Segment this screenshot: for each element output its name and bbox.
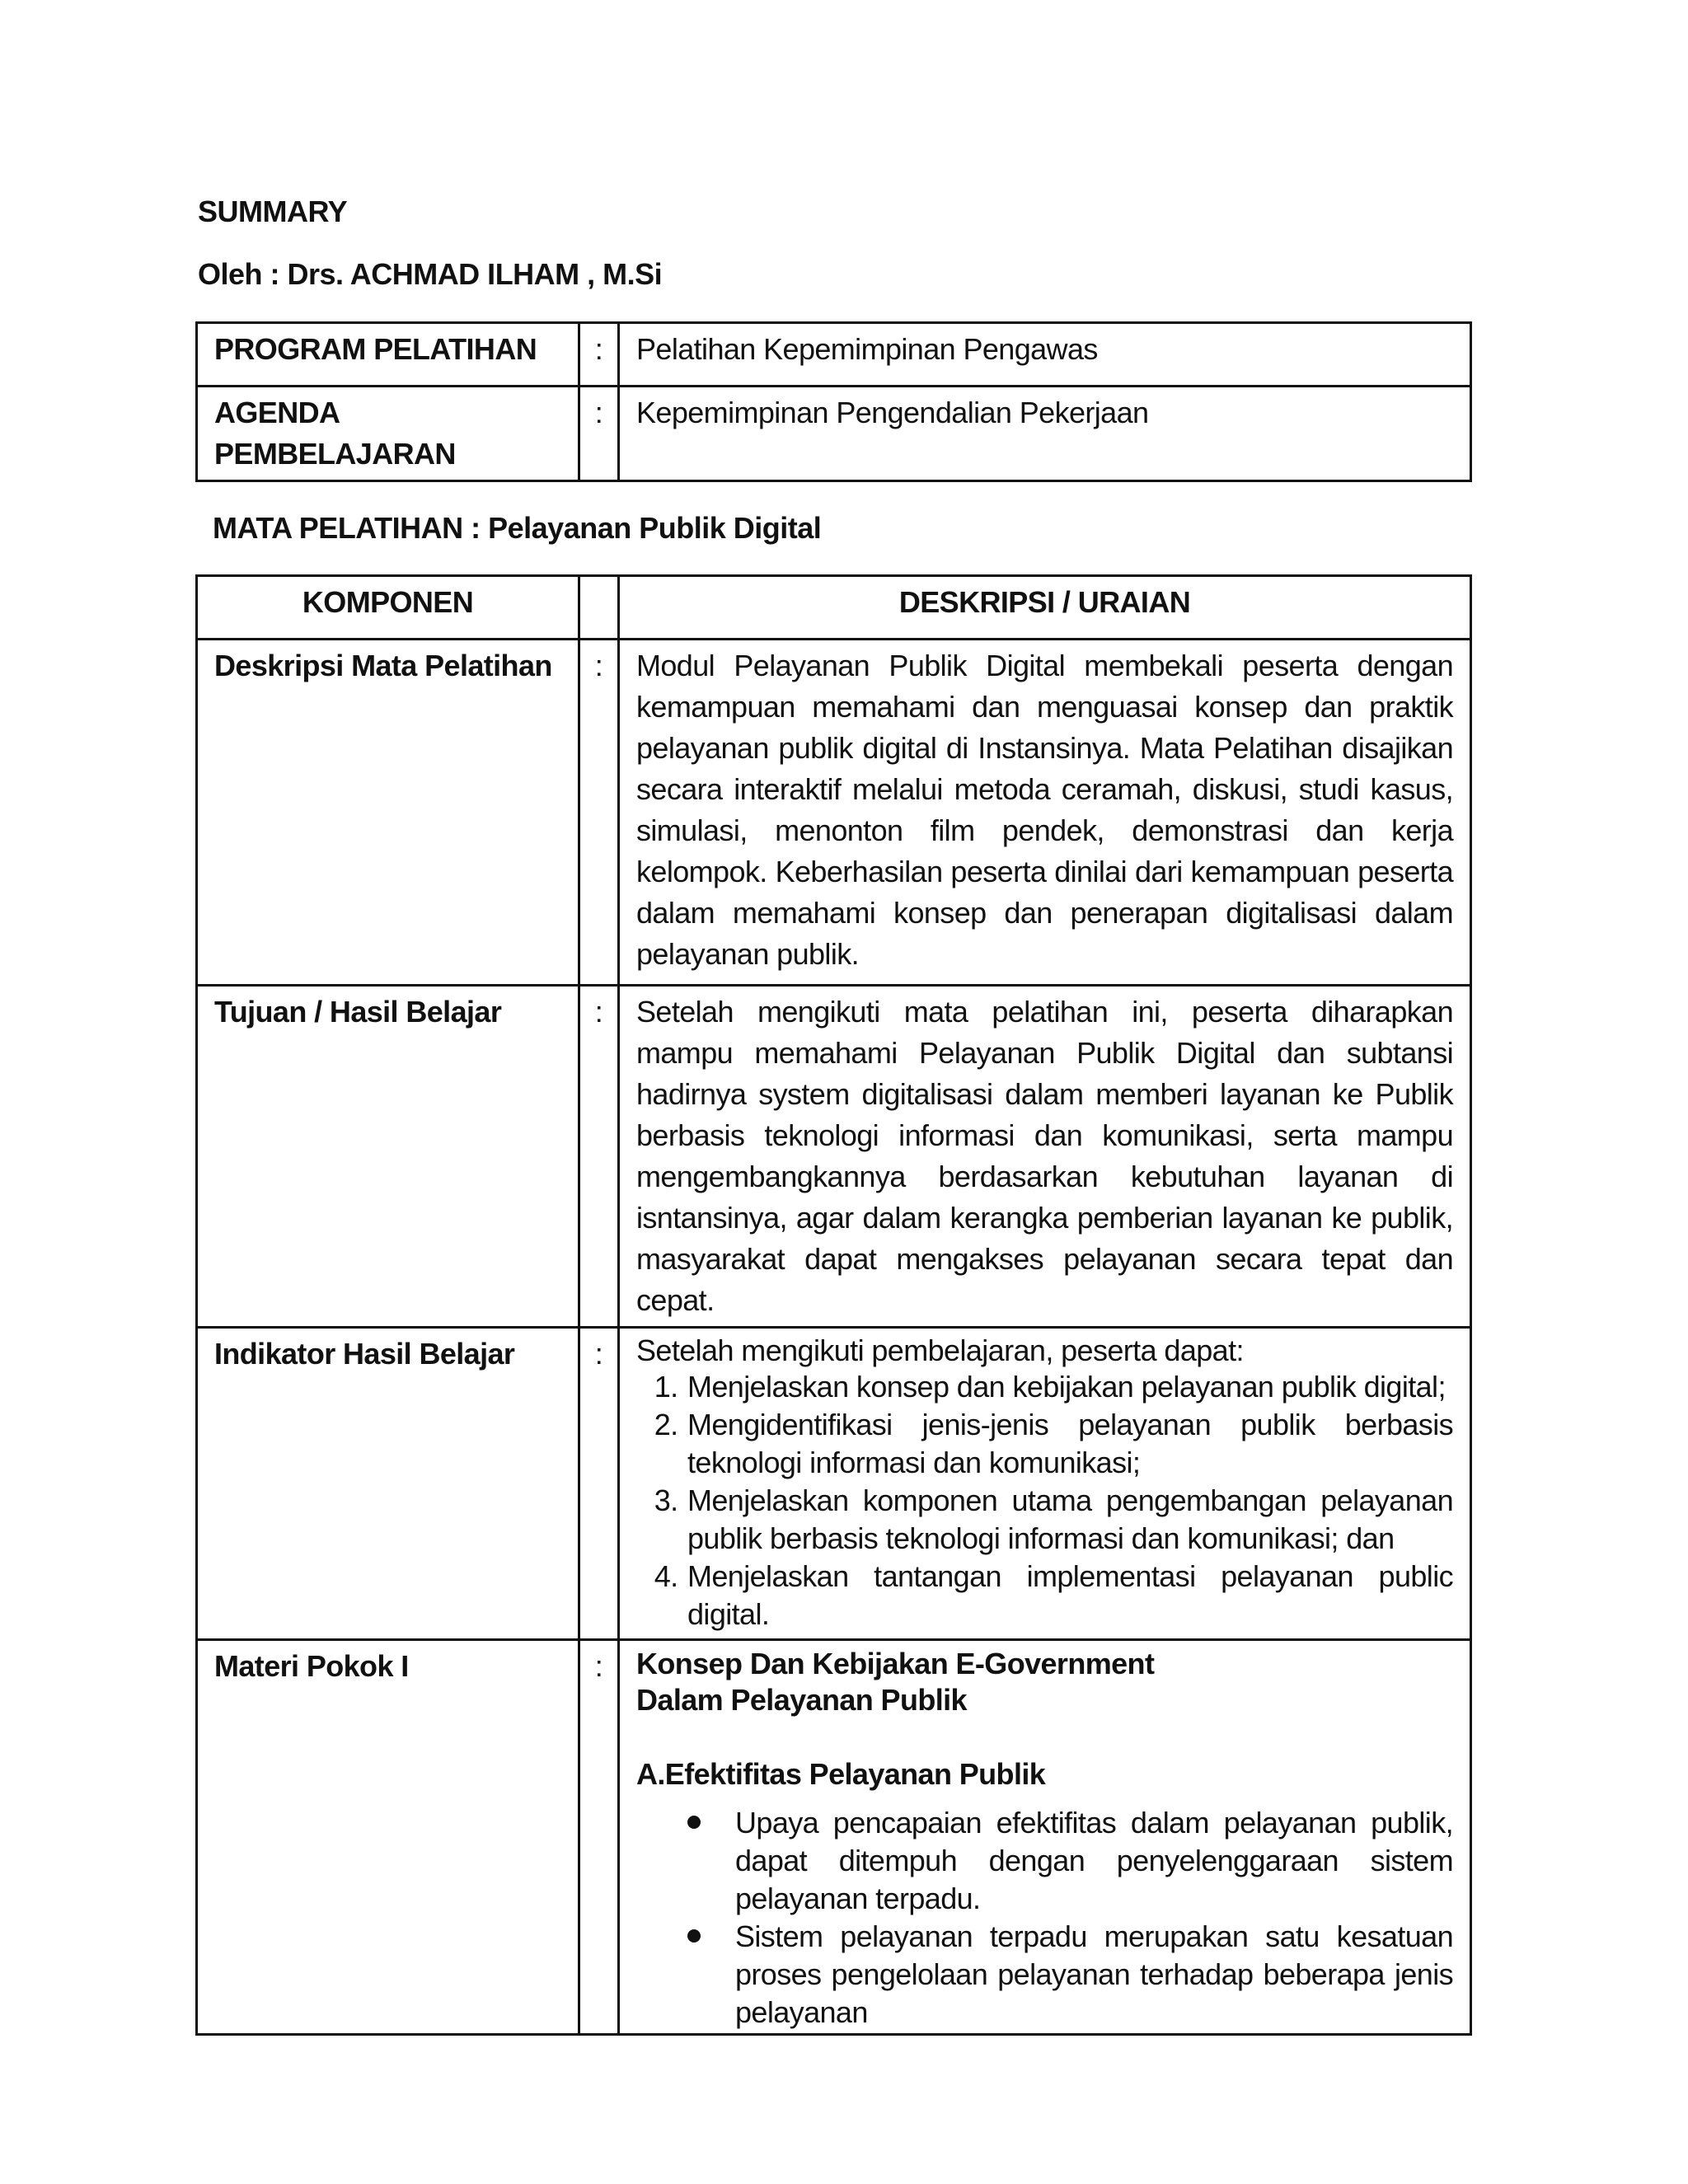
deskripsi-text: Modul Pelayanan Publik Digital membekali peserta dengan kemampuan memahami dan menguasai konsep dan praktik pelayanan publik digital di Instansinya. Mata Pelatihan disajikan secara interaktif melalui metoda ceramah, diskusi, studi kasus, simulasi, menonton film pendek, demonstrasi dan kerja kelompok. Keberhasilan peserta dinilai dari kemampuan peserta dalam memahami konsep dan penerapan digitalisasi dalam pelayanan publik. xyxy=(619,640,1471,986)
bullet-icon xyxy=(687,1929,701,1943)
list-item: 4. Menjelaskan tantangan implementasi pelayanan public digital. xyxy=(686,1558,1453,1633)
indikator-row xyxy=(197,1328,1471,1640)
author-line: Oleh : Drs. ACHMAD ILHAM , M.Si xyxy=(198,257,663,291)
deskripsi-row xyxy=(197,640,1471,986)
agenda-label: AGENDA PEMBELAJARAN xyxy=(197,387,579,481)
materi-bullet-list xyxy=(636,1804,1453,2032)
bullet-text: Sistem pelayanan terpadu merupakan satu kesatuan proses pengelolaan pelayanan terhadap beberapa jenis pelayanan xyxy=(735,1919,1453,2029)
list-item: 2. Mengidentifikasi jenis-jenis pelayanan publik berbasis teknologi informasi dan komunikasi; xyxy=(686,1406,1453,1482)
tujuan-text: Setelah mengikuti mata pelatihan ini, peserta diharapkan mampu memahami Pelayanan Publik Digital dan subtansi hadirnya system digitalisasi dalam memberi layanan ke Publik berbasis teknologi informasi dan komunikasi, serta mampu mengembangkannya berdasarkan kebutuhan layanan di isntansinya, agar dalam kerangka pemberian layanan ke publik, masyarakat dapat mengakses pelayanan secara tepat dan cepat. xyxy=(619,986,1471,1328)
separator-column-header xyxy=(579,576,619,640)
materi-row xyxy=(197,1640,1471,2035)
program-row xyxy=(197,323,1471,387)
materi-title-line1: Konsep Dan Kebijakan E-Government xyxy=(636,1647,1155,1680)
materi-subheading: A.Efektifitas Pelayanan Publik xyxy=(636,1757,1046,1791)
program-label: PROGRAM PELATIHAN xyxy=(197,323,579,387)
deskripsi-column-header: DESKRIPSI / URAIAN xyxy=(619,576,1471,640)
indikator-separator: : xyxy=(579,1328,619,1640)
deskripsi-label: Deskripsi Mata Pelatihan xyxy=(197,640,579,986)
komponen-column-header: KOMPONEN xyxy=(197,576,579,640)
summary-title: SUMMARY xyxy=(198,194,348,228)
materi-title-line2: Dalam Pelayanan Publik xyxy=(636,1683,967,1717)
indikator-intro: Setelah mengikuti pembelajaran, peserta dapat: xyxy=(636,1333,1244,1367)
deskripsi-separator: : xyxy=(579,640,619,986)
components-table xyxy=(195,574,1472,2036)
list-item: 3. Menjelaskan komponen utama pengembangan pelayanan publik berbasis teknologi informasi dan komunikasi; dan xyxy=(686,1482,1453,1558)
materi-content xyxy=(619,1640,1471,2035)
program-separator: : xyxy=(579,323,619,387)
list-item xyxy=(735,1804,1453,1918)
program-value: Pelatihan Kepemimpinan Pengawas xyxy=(619,323,1471,387)
agenda-separator: : xyxy=(579,387,619,481)
agenda-value: Kepemimpinan Pengendalian Pekerjaan xyxy=(619,387,1471,481)
tujuan-row xyxy=(197,986,1471,1328)
mata-pelatihan-heading: MATA PELATIHAN : Pelayanan Publik Digital xyxy=(213,511,822,545)
tujuan-separator: : xyxy=(579,986,619,1328)
list-item xyxy=(735,1918,1453,2032)
materi-label: Materi Pokok I xyxy=(197,1640,579,2035)
materi-separator: : xyxy=(579,1640,619,2035)
bullet-icon xyxy=(687,1816,701,1829)
indikator-content xyxy=(619,1328,1471,1640)
agenda-row xyxy=(197,387,1471,481)
indikator-label: Indikator Hasil Belajar xyxy=(197,1328,579,1640)
program-info-table xyxy=(195,321,1472,482)
table-header-row xyxy=(197,576,1471,640)
bullet-text: Upaya pencapaian efektifitas dalam pelayanan publik, dapat ditempuh dengan penyelenggaraan sistem pelayanan terpadu. xyxy=(735,1806,1453,1915)
tujuan-label: Tujuan / Hasil Belajar xyxy=(197,986,579,1328)
indikator-list xyxy=(636,1368,1453,1633)
list-item: 1. Menjelaskan konsep dan kebijakan pelayanan publik digital; xyxy=(686,1368,1453,1406)
